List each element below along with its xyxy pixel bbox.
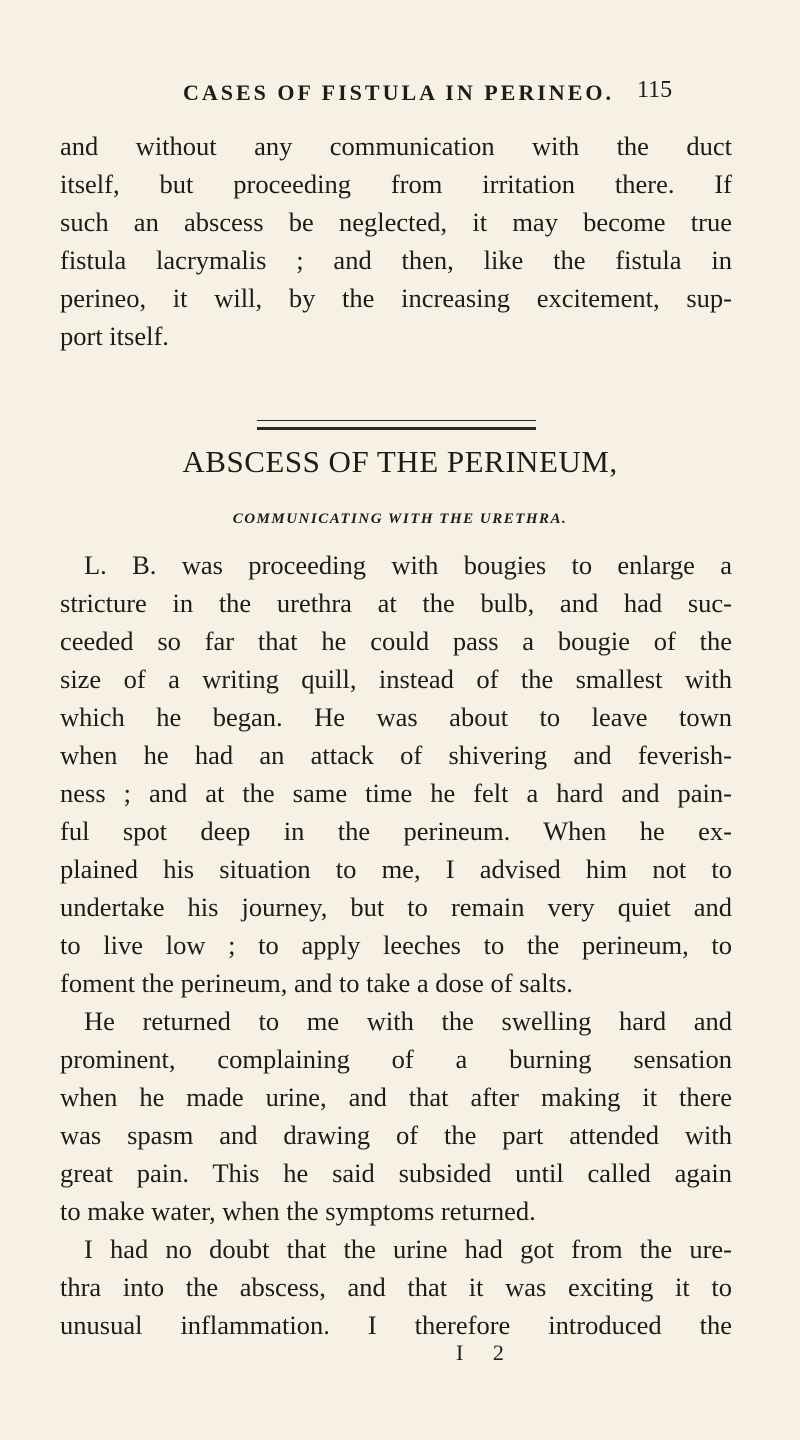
text-line: unusual inflammation. I therefore introduced the <box>60 1310 732 1340</box>
text-line: plained his situation to me, I advised him not to <box>60 854 732 884</box>
page-number: 115 <box>637 77 673 103</box>
text-line: when he made urine, and that after making it there <box>60 1082 732 1112</box>
text-line: which he began. He was about to leave town <box>60 702 732 732</box>
text-line: and without any communication with the duct <box>60 131 732 161</box>
text-line: thra into the abscess, and that it was exciting it to <box>60 1272 732 1302</box>
text-line: ness ; and at the same time he felt a hard and pain- <box>60 778 732 808</box>
text-line: when he had an attack of shivering and feverish- <box>60 740 732 770</box>
paragraph-case-history <box>60 546 732 1002</box>
text-line: itself, but proceeding from irritation there. If <box>60 169 732 199</box>
paragraph-diagnosis <box>60 1230 732 1344</box>
text-line: ceeded so far that he could pass a bougie of the <box>60 626 732 656</box>
text-line: such an abscess be neglected, it may become true <box>60 207 732 237</box>
running-head <box>0 77 800 110</box>
text-line: to make water, when the symptoms returned. <box>60 1196 536 1226</box>
text-line: perineo, it will, by the increasing excitement, sup- <box>60 283 732 313</box>
paragraph-abscess-lacrymal <box>60 127 732 355</box>
section-divider-rule <box>257 420 536 430</box>
text-line: to live low ; to apply leeches to the perineum, to <box>60 930 732 960</box>
running-title: CASES OF FISTULA IN PERINEO. <box>183 80 614 105</box>
text-line: fistula lacrymalis ; and then, like the fistula in <box>60 245 732 275</box>
text-line: size of a writing quill, instead of the smallest with <box>60 664 732 694</box>
text-line: was spasm and drawing of the part attended with <box>60 1120 732 1150</box>
text-line: I had no doubt that the urine had got from the ure- <box>84 1234 732 1264</box>
gathering-signature: I 2 <box>456 1340 516 1365</box>
text-line: port itself. <box>60 321 169 351</box>
text-line: He returned to me with the swelling hard and <box>84 1006 732 1036</box>
text-line: undertake his journey, but to remain very quiet and <box>60 892 732 922</box>
text-line: L. B. was proceeding with bougies to enlarge a <box>84 550 732 580</box>
text-line: foment the perineum, and to take a dose of salts. <box>60 968 573 998</box>
text-line: great pain. This he said subsided until called again <box>60 1158 732 1188</box>
text-line: prominent, complaining of a burning sensation <box>60 1044 732 1074</box>
section-subheading: COMMUNICATING WITH THE URETHRA. <box>232 511 568 527</box>
section-heading: ABSCESS OF THE PERINEUM, <box>182 444 618 479</box>
paragraph-return-visit <box>60 1002 732 1230</box>
text-line: stricture in the urethra at the bulb, and had suc- <box>60 588 732 618</box>
text-line: ful spot deep in the perineum. When he ex- <box>60 816 732 846</box>
